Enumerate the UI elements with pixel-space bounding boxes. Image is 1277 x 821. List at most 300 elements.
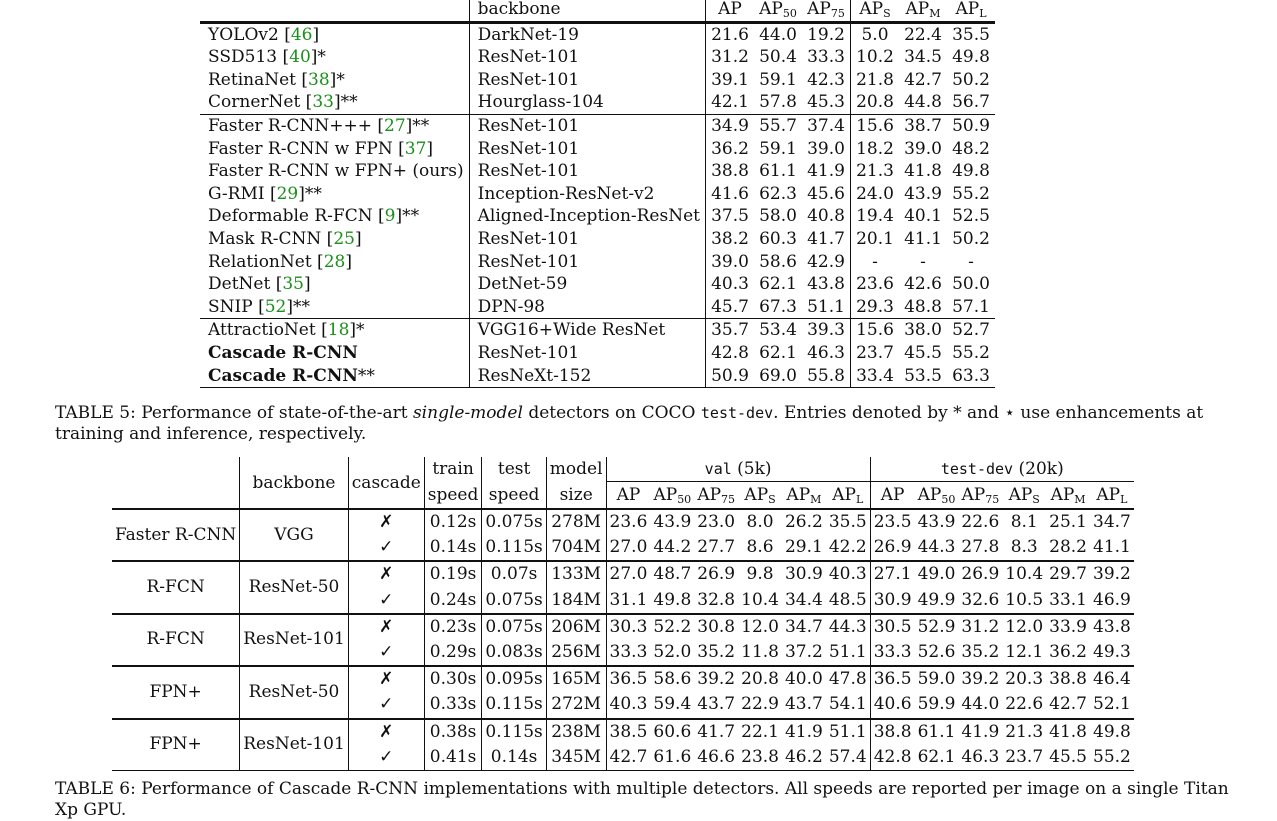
val-ap-cell: 30.8 [694, 614, 738, 640]
backbone-cell: DarkNet-19 [469, 22, 705, 46]
dev-ap-cell: 55.2 [1090, 745, 1134, 771]
detector-name: Faster R-CNN [112, 509, 240, 561]
dev-ap-cell: 59.9 [917, 694, 956, 715]
val-ap-cell: 38.5 [606, 719, 650, 745]
backbone-cell: ResNet-101 [469, 69, 705, 92]
val-ap-cell: 30.9 [782, 561, 826, 587]
ap-cell: 49.8 [952, 47, 990, 68]
val-ap-cell: 40.3 [606, 692, 650, 718]
backbone-cell: Inception-ResNet-v2 [469, 183, 705, 206]
train-speed: 0.41s [424, 745, 482, 771]
table6-row [112, 614, 1134, 640]
dev-ap-cell: 36.5 [870, 666, 914, 692]
dev-ap-cell: 25.1 [1046, 509, 1090, 535]
table5-row [200, 251, 995, 274]
table6-test-header: test [482, 457, 546, 482]
caption5-code: test-dev [700, 404, 774, 422]
cascade-mark: ✗ [348, 561, 424, 587]
ap-cell: 50.2 [952, 69, 990, 90]
val-ap-cell: 44.3 [826, 614, 870, 640]
model-size: 165M [546, 666, 606, 692]
backbone-cell: ResNet-50 [240, 666, 349, 718]
table6-test-speed-header: speed [482, 482, 546, 510]
dev-ap-cell: 43.8 [1090, 614, 1134, 640]
dev-ap-cell: 33.1 [1049, 589, 1087, 610]
val-ap-cell: 29.1 [784, 537, 823, 558]
model-size: 184M [546, 588, 606, 614]
cascade-mark: ✓ [348, 692, 424, 718]
dev-ap-cell: 22.6 [1005, 694, 1044, 715]
ap-cell: 39.1 [711, 69, 749, 90]
dev-ap-cell: 44.0 [961, 694, 1000, 715]
dev-ap-cell: 44.3 [917, 537, 956, 558]
ap-cell: 20.1 [856, 228, 894, 249]
dev-ap-cell: 39.2 [958, 666, 1002, 692]
ap-cell: 5.0 [861, 24, 889, 45]
train-speed: 0.12s [424, 509, 482, 535]
dev-ap-cell: 62.1 [915, 745, 959, 771]
ap-cell: 49.8 [952, 161, 990, 182]
ap-cell: 44.0 [759, 24, 797, 45]
ap-cell: 21.3 [856, 161, 894, 182]
table5-row [200, 22, 995, 46]
train-speed: 0.33s [424, 692, 482, 718]
table6-body [112, 509, 1134, 771]
table6-backbone-header: backbone [240, 457, 349, 509]
dev-ap-cell: 29.7 [1046, 561, 1090, 587]
table6-metric-header: $AP_{75}$ [694, 482, 738, 510]
dev-ap-cell: 8.3 [1010, 537, 1038, 558]
method-name: SSD513 [40]* [200, 46, 469, 69]
method-name: Deformable R-FCN [9]** [200, 205, 469, 228]
backbone-cell: VGG16+Wide ResNet [469, 319, 705, 342]
ap-cell: 52.7 [947, 319, 995, 342]
val-ap-cell: 23.8 [738, 745, 782, 771]
ap-cell: 31.2 [711, 47, 749, 68]
table5-col-header: $AP_L$ [955, 0, 987, 20]
dev-ap-cell: 22.6 [958, 509, 1002, 535]
dev-ap-cell: 41.9 [958, 719, 1002, 745]
val-ap-cell: 27.0 [606, 561, 650, 587]
test-speed: 0.095s [482, 666, 546, 692]
val-ap-cell: 34.7 [782, 614, 826, 640]
ap-cell: 35.5 [952, 24, 990, 45]
table6-metric-header: $AP_{50}$ [915, 482, 959, 510]
dev-ap-cell: 23.5 [870, 509, 914, 535]
caption5-text-3: . Entries denoted by * and ⋆ use enhancements at training and inference, respectively. [55, 403, 1204, 444]
backbone-cell: Hourglass-104 [469, 91, 705, 114]
train-speed: 0.29s [424, 640, 482, 666]
val-ap-cell: 40.3 [826, 561, 870, 587]
dev-ap-cell: 41.8 [1046, 719, 1090, 745]
dev-rest: (20k) [1013, 459, 1064, 479]
ap-cell: 43.8 [802, 273, 851, 296]
val-ap-cell: 39.2 [694, 666, 738, 692]
dev-ap-cell: 28.2 [1049, 537, 1087, 558]
val-ap-cell: 23.0 [694, 509, 738, 535]
val-ap-cell: 30.3 [606, 614, 650, 640]
cascade-mark: ✗ [348, 666, 424, 692]
table6-metric-header: $AP_M$ [782, 482, 826, 510]
test-speed: 0.075s [482, 614, 546, 640]
ap-cell: 22.4 [904, 24, 942, 45]
table6-metric-header: $AP_{50}$ [650, 482, 694, 510]
table5-row [200, 273, 995, 296]
dev-ap-cell: 23.7 [1002, 745, 1046, 771]
cascade-mark: ✗ [348, 719, 424, 745]
ap-cell: 55.8 [802, 365, 851, 388]
val-ap-cell: 26.2 [782, 509, 826, 535]
table6-cascade-header: cascade [348, 457, 424, 509]
ap-cell: 53.4 [754, 319, 802, 342]
backbone-cell: ResNet-101 [469, 228, 705, 251]
ap-cell: 34.9 [706, 114, 755, 137]
dev-code: test-dev [940, 460, 1014, 478]
ap-cell: 55.2 [952, 183, 990, 204]
table6-metric-header: $AP_L$ [1090, 482, 1134, 510]
ap-cell: 42.6 [904, 274, 942, 295]
val-ap-cell: 27.7 [697, 537, 736, 558]
backbone-cell: ResNet-101 [469, 138, 705, 161]
method-name: Mask R-CNN [25] [200, 228, 469, 251]
ap-cell: 42.9 [802, 251, 851, 274]
val-ap-cell: 48.7 [650, 561, 694, 587]
table5-row [200, 46, 995, 69]
dev-ap-cell: 10.5 [1005, 589, 1044, 610]
dev-ap-cell: 52.9 [915, 614, 959, 640]
cascade-mark: ✗ [348, 509, 424, 535]
table5-col-header: $AP_M$ [905, 0, 941, 20]
dev-ap-cell: 10.4 [1002, 561, 1046, 587]
table5-col-header [200, 0, 469, 22]
ap-cell: 38.0 [899, 319, 947, 342]
dev-ap-cell: 38.8 [1046, 666, 1090, 692]
val-ap-cell: 12.0 [738, 614, 782, 640]
ap-cell: 52.5 [952, 206, 990, 227]
method-name: AttractioNet [18]* [200, 319, 469, 342]
dev-ap-cell: 35.2 [961, 642, 1000, 663]
table5-row [200, 183, 995, 206]
val-ap-cell: 22.1 [738, 719, 782, 745]
backbone-cell: ResNet-101 [240, 614, 349, 666]
ap-cell: 48.2 [952, 138, 990, 159]
table5-col-header: $AP_{75}$ [802, 0, 851, 22]
dev-ap-cell: 49.8 [1090, 719, 1134, 745]
test-speed: 0.083s [482, 640, 546, 666]
ap-cell: 38.8 [711, 161, 749, 182]
table6-metric-header: $AP_M$ [1046, 482, 1090, 510]
dev-ap-cell: 41.1 [1093, 537, 1131, 558]
dev-ap-cell: 20.3 [1002, 666, 1046, 692]
ap-cell: 37.4 [802, 114, 851, 137]
cascade-mark: ✓ [348, 535, 424, 561]
val-ap-cell: 60.6 [650, 719, 694, 745]
val-ap-cell: 52.0 [653, 642, 692, 663]
ap-cell: 45.6 [802, 183, 851, 206]
table6-model-header: model [546, 457, 606, 482]
model-size: 704M [546, 535, 606, 561]
table6-header-row-1 [112, 457, 1134, 482]
ap-cell: 41.9 [802, 160, 851, 183]
table6-row [112, 719, 1134, 745]
val-ap-cell: 22.9 [741, 694, 779, 715]
val-ap-cell: 34.4 [784, 589, 823, 610]
val-ap-cell: 26.9 [694, 561, 738, 587]
table5-row [200, 114, 995, 137]
model-size: 206M [546, 614, 606, 640]
val-ap-cell: 23.6 [606, 509, 650, 535]
dev-ap-cell: 12.1 [1005, 642, 1044, 663]
ap-cell: 23.7 [856, 342, 894, 363]
model-size: 345M [546, 745, 606, 771]
backbone-cell: ResNet-101 [240, 719, 349, 771]
backbone-cell: ResNet-101 [469, 342, 705, 365]
val-ap-cell: 27.0 [606, 535, 650, 561]
ap-cell: 24.0 [856, 183, 894, 204]
backbone-cell: DetNet-59 [469, 273, 705, 296]
val-ap-cell: 52.2 [650, 614, 694, 640]
method-name: G-RMI [29]** [200, 183, 469, 206]
ap-cell: 62.1 [759, 342, 797, 363]
val-ap-cell: 46.6 [694, 745, 738, 771]
val-ap-cell: 31.1 [606, 588, 650, 614]
ap-cell: 23.6 [856, 274, 894, 295]
backbone-cell: ResNet-101 [469, 160, 705, 183]
ap-cell: 58.0 [759, 206, 797, 227]
ap-cell: - [968, 251, 974, 272]
ap-cell: 59.1 [759, 138, 797, 159]
val-ap-cell: 35.5 [826, 509, 870, 535]
table6-model-size-header: size [546, 482, 606, 510]
table5-row [200, 69, 995, 92]
dev-ap-cell: 46.9 [1093, 589, 1131, 610]
dev-ap-cell: 36.2 [1049, 642, 1087, 663]
detector-name: FPN+ [112, 719, 240, 771]
ap-cell: 51.1 [802, 296, 851, 319]
val-ap-cell: 47.8 [826, 666, 870, 692]
dev-ap-cell: 46.4 [1090, 666, 1134, 692]
method-name: Faster R-CNN+++ [27]** [200, 114, 469, 137]
ap-cell: 42.1 [711, 92, 749, 113]
val-rest: (5k) [731, 459, 772, 479]
ap-cell: 45.5 [904, 342, 942, 363]
train-speed: 0.30s [424, 666, 482, 692]
ap-cell: 60.3 [759, 228, 797, 249]
table5-col-header: $AP_S$ [859, 0, 891, 20]
test-speed: 0.115s [482, 535, 546, 561]
caption5-text: TABLE 5: Performance of state-of-the-art [55, 403, 413, 423]
dev-ap-cell: 30.9 [870, 588, 914, 614]
val-ap-cell: 59.4 [653, 694, 692, 715]
val-ap-cell: 40.0 [782, 666, 826, 692]
ap-cell: 15.6 [851, 319, 900, 342]
ap-cell: 42.8 [711, 342, 749, 363]
ap-cell: 50.4 [759, 47, 797, 68]
method-name: Cascade R-CNN** [200, 365, 469, 388]
ap-cell: 21.8 [856, 69, 894, 90]
dev-ap-cell: 49.9 [917, 589, 956, 610]
method-name: SNIP [52]** [200, 296, 469, 319]
method-name: Faster R-CNN w FPN+ (ours) [200, 160, 469, 183]
dev-ap-cell: 26.9 [870, 535, 914, 561]
val-ap-cell: 8.0 [738, 509, 782, 535]
table-5 [200, 0, 995, 388]
val-ap-cell: 51.1 [826, 719, 870, 745]
val-ap-cell: 11.8 [741, 642, 779, 663]
ap-cell: 42.7 [904, 69, 942, 90]
dev-ap-cell: 38.8 [870, 719, 914, 745]
table6-metric-header: $AP_S$ [738, 482, 782, 510]
table6-row [112, 666, 1134, 692]
table6-metric-header: $AP_L$ [826, 482, 870, 510]
ap-cell: 39.0 [904, 138, 942, 159]
model-size: 272M [546, 692, 606, 718]
dev-ap-cell: 43.9 [915, 509, 959, 535]
ap-cell: 57.1 [952, 296, 990, 317]
ap-cell: 50.0 [952, 274, 990, 295]
ap-cell: 69.0 [754, 365, 802, 388]
val-ap-cell: 43.9 [650, 509, 694, 535]
ap-cell: 38.7 [899, 114, 947, 137]
ap-cell: 42.3 [802, 69, 851, 92]
dev-ap-cell: 32.6 [961, 589, 1000, 610]
dev-ap-cell: 8.1 [1002, 509, 1046, 535]
model-size: 256M [546, 640, 606, 666]
table5-row [200, 138, 995, 161]
table-6 [112, 457, 1134, 771]
val-ap-cell: 51.1 [828, 642, 867, 663]
ap-cell: 41.8 [904, 161, 942, 182]
method-name: Cascade R-CNN [200, 342, 469, 365]
ap-cell: 40.8 [802, 205, 851, 228]
ap-cell: 62.1 [759, 274, 797, 295]
table5-row [200, 365, 995, 388]
ap-cell: 34.5 [904, 47, 942, 68]
table5-row [200, 342, 995, 365]
ap-cell: 40.1 [904, 206, 942, 227]
ap-cell: 59.1 [759, 69, 797, 90]
cascade-mark: ✓ [348, 640, 424, 666]
table5-caption [55, 403, 1245, 445]
table5-row [200, 160, 995, 183]
ap-cell: 48.8 [904, 296, 942, 317]
ap-cell: 33.4 [851, 365, 900, 388]
val-ap-cell: 44.2 [653, 537, 692, 558]
ap-cell: 41.7 [802, 228, 851, 251]
ap-cell: 29.3 [856, 296, 894, 317]
ap-cell: 15.6 [851, 114, 900, 137]
ap-cell: 39.0 [711, 251, 749, 272]
ap-cell: 19.4 [856, 206, 894, 227]
dev-ap-cell: 30.5 [870, 614, 914, 640]
val-ap-cell: 20.8 [738, 666, 782, 692]
ap-cell: 40.3 [711, 274, 749, 295]
val-ap-cell: 42.7 [606, 745, 650, 771]
ap-cell: 41.1 [904, 228, 942, 249]
backbone-cell: ResNet-101 [469, 251, 705, 274]
backbone-cell: ResNet-50 [240, 561, 349, 613]
dev-ap-cell: 49.3 [1093, 642, 1131, 663]
backbone-cell: VGG [240, 509, 349, 561]
ap-cell: 45.3 [802, 91, 851, 114]
val-ap-cell: 35.2 [697, 642, 736, 663]
ap-cell: 19.2 [802, 22, 851, 46]
ap-cell: - [920, 251, 926, 272]
ap-cell: 33.3 [802, 46, 851, 69]
dev-ap-cell: 46.3 [958, 745, 1002, 771]
backbone-cell: DPN-98 [469, 296, 705, 319]
ap-cell: 55.2 [952, 342, 990, 363]
ap-cell: 39.0 [802, 138, 851, 161]
ap-cell: 41.6 [711, 183, 749, 204]
dev-ap-cell: 61.1 [915, 719, 959, 745]
table6-train-header: train [424, 457, 482, 482]
dev-ap-cell: 26.9 [958, 561, 1002, 587]
val-code: val [704, 460, 732, 478]
val-ap-cell: 49.8 [653, 589, 692, 610]
train-speed: 0.23s [424, 614, 482, 640]
method-name: Faster R-CNN w FPN [37] [200, 138, 469, 161]
model-size: 238M [546, 719, 606, 745]
table5-col-header: $AP_{50}$ [759, 0, 797, 20]
table5-header-row [200, 0, 995, 22]
ap-cell: 50.9 [706, 365, 755, 388]
table6-train-speed-header: speed [424, 482, 482, 510]
ap-cell: 36.2 [711, 138, 749, 159]
test-speed: 0.14s [482, 745, 546, 771]
val-ap-cell: 33.3 [606, 640, 650, 666]
dev-ap-cell: 21.3 [1002, 719, 1046, 745]
ap-cell: 56.7 [952, 92, 990, 113]
train-speed: 0.19s [424, 561, 482, 587]
method-name: YOLOv2 [46] [200, 22, 469, 46]
cascade-mark: ✓ [348, 588, 424, 614]
ap-cell: 20.8 [856, 92, 894, 113]
dev-ap-cell: 42.7 [1049, 694, 1087, 715]
table6-val-header [606, 457, 870, 482]
test-speed: 0.075s [482, 509, 546, 535]
ap-cell: - [872, 251, 878, 272]
val-ap-cell: 10.4 [741, 589, 779, 610]
test-speed: 0.075s [482, 588, 546, 614]
val-ap-cell: 9.8 [738, 561, 782, 587]
table5-col-header: AP [718, 0, 742, 19]
caption5-italic: single-model [412, 403, 523, 423]
ap-cell: 46.3 [802, 342, 851, 365]
table5-row [200, 91, 995, 114]
table6-caption: TABLE 6: Performance of Cascade R-CNN implementations with multiple detectors. All speeds are reported per image on a single Titan Xp GPU. [55, 779, 1229, 820]
ap-cell: 61.1 [759, 161, 797, 182]
dev-ap-cell: 42.8 [870, 745, 914, 771]
dev-ap-cell: 12.0 [1002, 614, 1046, 640]
ap-cell: 43.9 [904, 183, 942, 204]
detector-name: R-FCN [112, 614, 240, 666]
ap-cell: 45.7 [711, 296, 749, 317]
table5-col-header: backbone [469, 0, 705, 22]
val-ap-cell: 41.9 [782, 719, 826, 745]
val-ap-cell: 43.7 [697, 694, 736, 715]
model-size: 278M [546, 509, 606, 535]
test-speed: 0.115s [482, 719, 546, 745]
caption5-text-2: detectors on COCO [522, 403, 701, 423]
val-ap-cell: 37.2 [784, 642, 823, 663]
ap-cell: 39.3 [802, 319, 851, 342]
dev-ap-cell: 34.7 [1090, 509, 1134, 535]
cascade-mark: ✗ [348, 614, 424, 640]
ap-cell: 53.5 [899, 365, 947, 388]
ap-cell: 67.3 [759, 296, 797, 317]
method-name: RetinaNet [38]* [200, 69, 469, 92]
